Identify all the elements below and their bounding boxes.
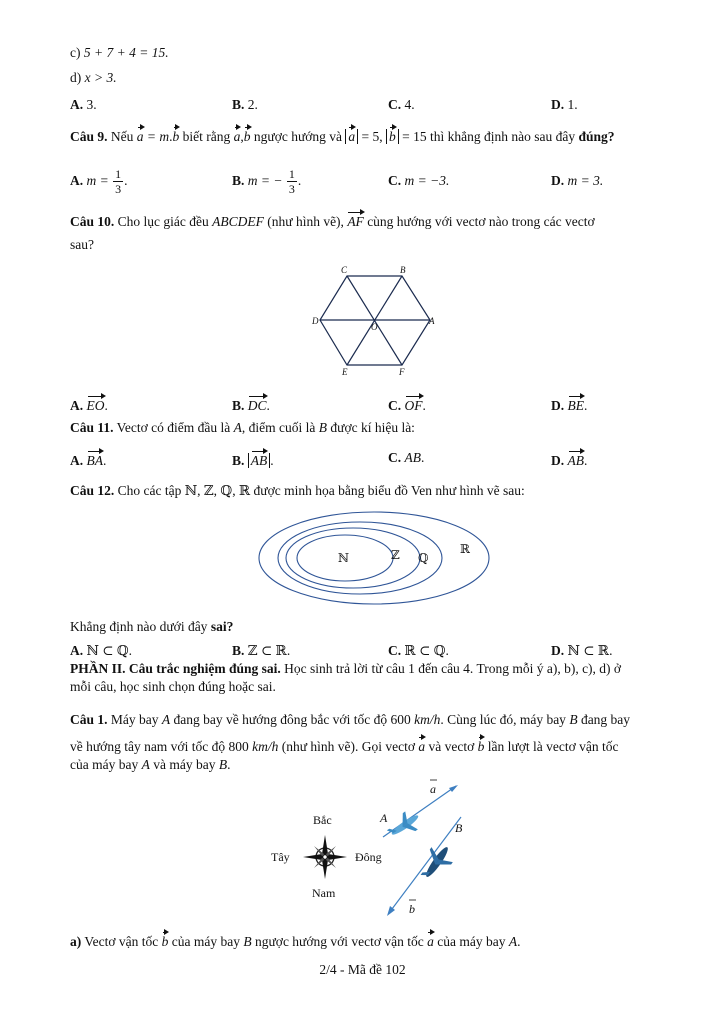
stem-text: Cho các tập ℕ, ℤ, ℚ, ℝ được minh họa bằng biểu đồ Ven như hình vẽ sau: (117, 483, 525, 498)
stem-text: Nếu (110, 129, 134, 144)
hexagon-name: ABCDEF (212, 214, 264, 229)
label-c: C (341, 265, 348, 275)
south-label: Nam (312, 886, 336, 900)
option-a[interactable]: A. m = $\frac{1}{3}$ . (70, 167, 128, 197)
option-d[interactable]: D. BE. (551, 394, 587, 415)
q10-stem-2: sau? (70, 237, 94, 252)
question-label: Câu 10. (70, 214, 115, 229)
vec-b-label: b (409, 902, 415, 916)
option-b[interactable]: B. DC. (232, 394, 270, 415)
option-b[interactable]: B. m = − $\frac{1}{3}$ . (232, 167, 302, 197)
vector-a: a (427, 930, 434, 951)
vector-a: a (137, 125, 144, 146)
label-d: D (312, 316, 319, 326)
stem-text: thì khẳng định nào sau đây (430, 129, 576, 144)
vector-a: a (418, 735, 425, 756)
question-label: Câu 9. (70, 129, 108, 144)
stem-text: biết rằng (182, 129, 231, 144)
p2q1-line-1: Câu 1. Máy bay A đang bay về hướng đông bắc với tốc độ 600 km/h. Cùng lúc đó, máy bay B đang bay (70, 712, 631, 727)
point-a: A (233, 420, 242, 435)
stem-emphasis: đúng? (578, 129, 615, 144)
airplane-figure (265, 775, 480, 920)
p2q1-line-2: về hướng tây nam với tốc độ 800 km/h (như hình vẽ). Gọi vectơ a và vectơ b lần lượt là vectơ vận tốc (70, 735, 618, 756)
equation: = 15 (402, 129, 427, 144)
vector-b: b (244, 125, 251, 146)
label-f: F (399, 367, 405, 377)
option-d[interactable]: D. AB. (551, 449, 587, 470)
set-z-label: ℤ (391, 548, 400, 562)
part2-heading-line (70, 660, 621, 678)
stem-text: , điểm cuối là (241, 420, 316, 435)
vector-a: a (234, 125, 241, 146)
option-a[interactable]: A. ℕ ⊂ ℚ. (70, 643, 133, 658)
p2q1-line-3: của máy bay A và máy bay B. (70, 757, 231, 772)
plane-a-label: A (380, 811, 388, 825)
option-c[interactable]: C. m = −3. (388, 173, 450, 188)
venn-diagram (255, 508, 495, 608)
question-label: Câu 12. (70, 483, 115, 498)
hexagon-figure (300, 262, 450, 382)
q10-stem (70, 210, 595, 231)
option-b[interactable]: B. ℤ ⊂ ℝ. (232, 643, 291, 658)
stem-text: Cho lục giác đều (117, 214, 209, 229)
set-q-label: ℚ (418, 551, 429, 565)
plane-b-label: B (455, 821, 463, 835)
item-label: d) (70, 70, 82, 85)
stem-text: Vectơ có điểm đầu là (116, 420, 231, 435)
vector-b: b (173, 125, 180, 146)
page-footer: 2/4 - Mã đề 102 (319, 962, 406, 977)
item-label: c) (70, 45, 81, 60)
item-label: a) (70, 934, 82, 949)
vector-b: b (478, 735, 485, 756)
question-label: Câu 1. (70, 712, 108, 727)
question-label: Câu 11. (70, 420, 114, 435)
label-a: A (429, 316, 435, 326)
option-c[interactable]: C. AB. (388, 450, 425, 465)
vector-af: AF (347, 210, 364, 231)
east-label: Đông (355, 850, 382, 864)
part2-instructions-2: mỗi câu, học sinh chọn đúng hoặc sai. (70, 679, 276, 694)
point-b: B (318, 420, 327, 435)
vector-b: b (162, 930, 169, 951)
equation: = 5, (361, 129, 383, 144)
stem-text: cùng hướng với vectơ nào trong các vectơ (367, 214, 595, 229)
set-n-label: ℕ (338, 551, 349, 565)
west-label: Tây (271, 850, 290, 864)
p2q1-item-a: a) Vectơ vận tốc b của máy bay B ngược hướng với vectơ vận tốc a của máy bay A. (70, 930, 520, 951)
q8-item-c (70, 44, 169, 62)
q9-stem: Câu 9. Nếu a = m.b biết rằng a,b ngược hướng và a = 5, b = 15 thì khẳng định nào sau đây đúng? (70, 125, 615, 146)
option-a[interactable]: A. 3. (70, 97, 97, 112)
option-d[interactable]: D. ℕ ⊂ ℝ. (551, 643, 613, 658)
question-emphasis: sai? (210, 619, 234, 634)
item-expr: 5 + 7 + 4 = 15. (83, 45, 169, 60)
label-e: E (342, 367, 348, 377)
option-c[interactable]: C. ℝ ⊂ ℚ. (388, 643, 449, 658)
vector-a: a (348, 125, 355, 146)
compass-icon (303, 835, 347, 879)
set-r-label: ℝ (460, 542, 470, 556)
question-text: Khẳng định nào dưới đây (70, 619, 208, 634)
scalar-m: m (159, 129, 170, 144)
vector-a-arrow (383, 786, 456, 837)
q12-stem (70, 482, 525, 500)
stem-text: ngược hướng và (253, 129, 343, 144)
option-d[interactable]: D. m = 3. (551, 173, 604, 188)
option-b[interactable]: B. 2. (232, 97, 258, 112)
airplane-b-icon (415, 840, 458, 886)
vector-b: b (389, 125, 396, 146)
option-a[interactable]: A. EO. (70, 394, 108, 415)
stem-text: được kí hiệu là: (330, 420, 415, 435)
option-c[interactable]: C. OF. (388, 394, 426, 415)
part-heading: PHẦN II. Câu trắc nghiệm đúng sai. (70, 661, 281, 676)
part-instructions: Học sinh trả lời từ câu 1 đến câu 4. Trong mỗi ý a), b), c), d) ở (284, 661, 622, 676)
q8-item-d (70, 69, 117, 87)
label-b: B (400, 265, 406, 275)
stem-text: (như hình vẽ), (267, 214, 344, 229)
option-a[interactable]: A. BA. (70, 449, 106, 470)
item-expr: x > 3. (84, 70, 117, 85)
option-c[interactable]: C. 4. (388, 97, 415, 112)
option-d[interactable]: D. 1. (551, 97, 578, 112)
vec-a-label: a (430, 782, 436, 796)
option-b[interactable]: B. AB . (232, 449, 274, 470)
label-o: O (371, 322, 378, 332)
q11-stem (70, 419, 415, 437)
q12-question (70, 618, 233, 636)
north-label: Bắc (313, 813, 332, 827)
